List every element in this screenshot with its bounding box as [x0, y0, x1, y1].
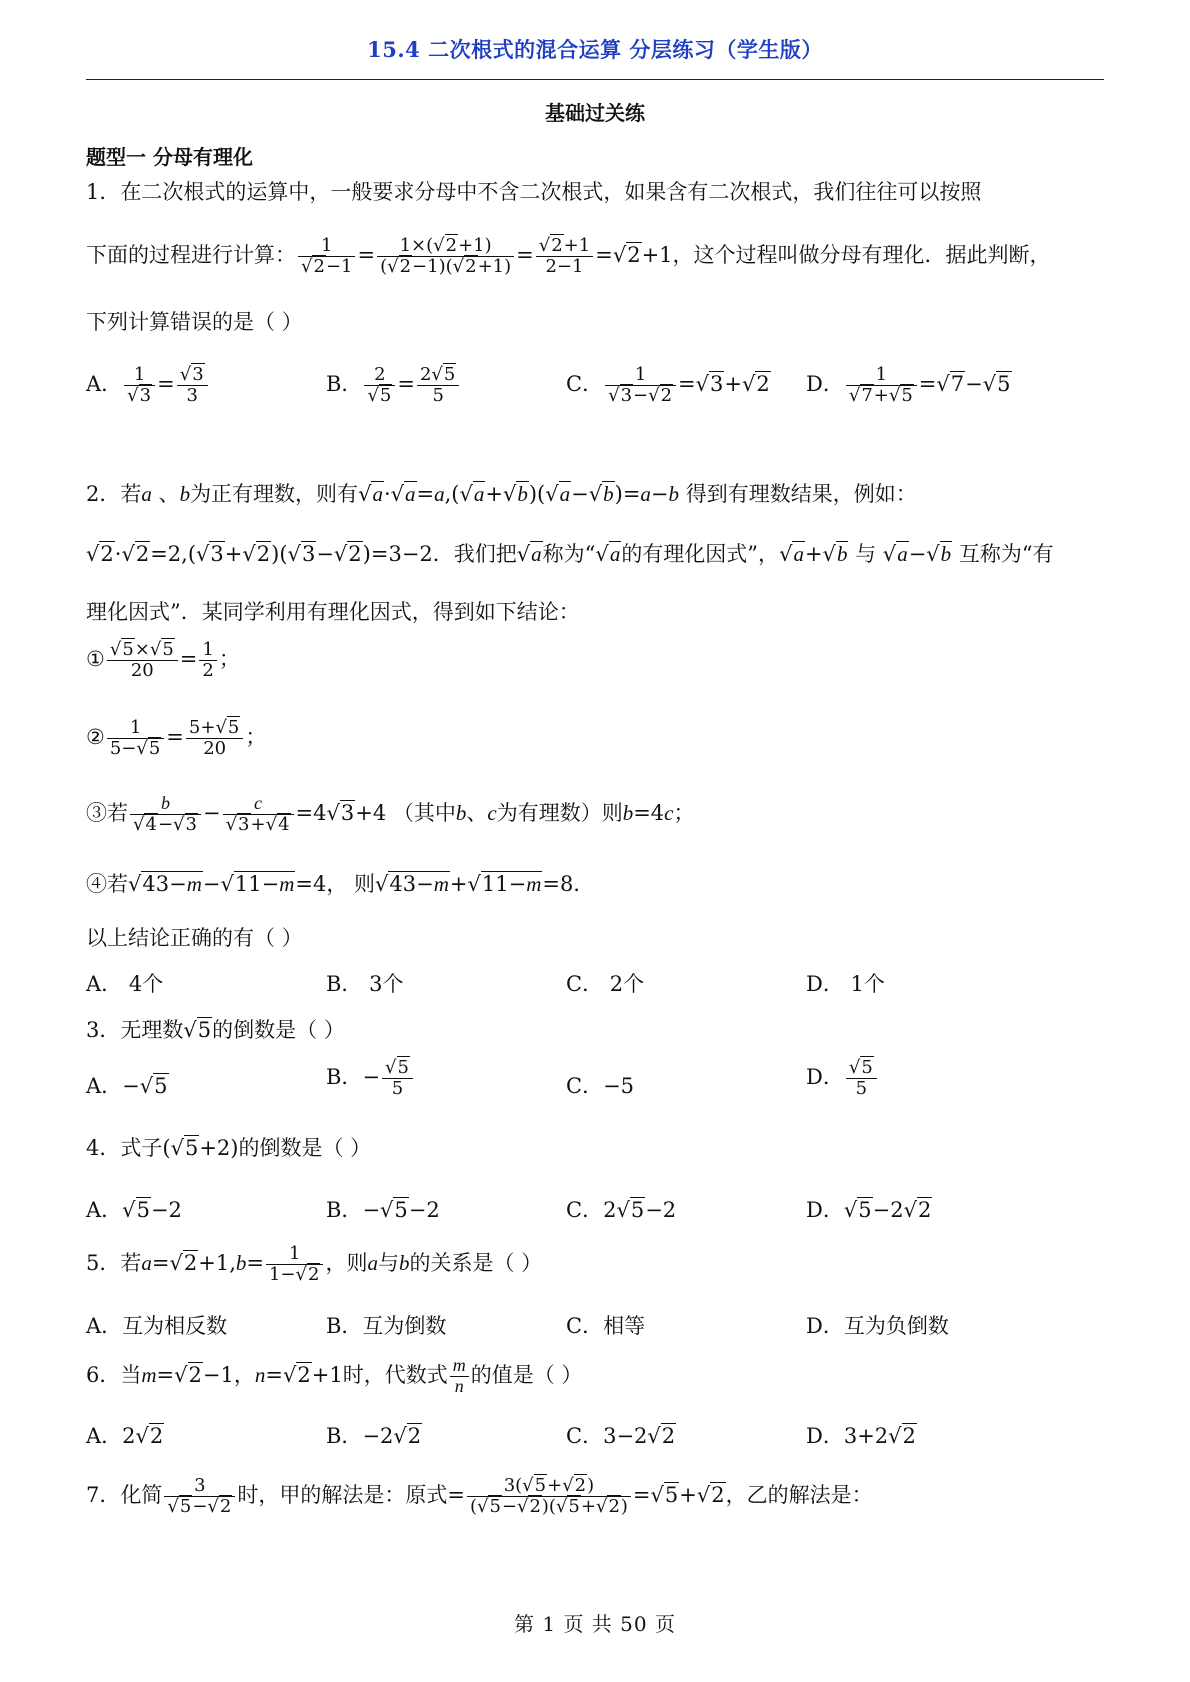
q4-option-a: A．√5−2: [86, 1198, 182, 1222]
q6-option-b: B．−2√2: [326, 1424, 422, 1448]
q1-line2-suffix: ，这个过程叫做分母有理化．据此判断，: [672, 242, 1051, 267]
section-heading: 基础过关练: [545, 101, 645, 125]
q3-option-a: A．−√5: [86, 1074, 168, 1098]
header-divider: [86, 79, 1104, 80]
question-type-heading: 题型一 分母有理化: [86, 145, 253, 169]
q2-option-c: C． 2个: [566, 972, 645, 996]
q3-option-d: D． $\frac{√5}{5}$: [806, 1058, 879, 1099]
q1-option-d: D． $\frac{1}{√7+√5}$ =√7−√5: [806, 364, 1011, 406]
q4-option-c: C．2√5−2: [566, 1198, 677, 1222]
q1-line2-prefix: 下面的过程进行计算：: [86, 242, 296, 267]
q2-item-4: ④若√43−m−√11−m=4， 则√43−m+√11−m=8．: [86, 872, 595, 896]
q5-stem: 5．若a=√2+1,b= $\frac{1}{1-√2}$ ，则a与b的关系是（ ）: [86, 1243, 543, 1285]
q4-option-d: D．√5−2√2: [806, 1198, 932, 1222]
q2-item-3: ③若 $\frac{b}{√4-√3}$ − $\frac{c}{√3+√4}$ =4√3+4 （其中b、c为有理数）则b=4c；: [86, 793, 695, 835]
q2-line1: 2．若a 、b为正有理数，则有√a·√a=a,(√a+√b)(√a−√b)=a−b 得到有理数结果，例如：: [86, 482, 917, 506]
q5-option-d: D．互为负倒数: [806, 1314, 949, 1338]
q1-line2: [86, 236, 1051, 277]
q1-option-b: B． $\frac{2}{√5}$ = $\frac{2√5}{5}$: [326, 365, 461, 406]
q1-option-c: C． $\frac{1}{√3-√2}$ =√3+√2: [566, 364, 770, 406]
q3-option-b: B．− $\frac{√5}{5}$: [326, 1058, 415, 1099]
q6-option-a: A．2√2: [86, 1424, 164, 1448]
q2-option-a: A． 4个: [86, 972, 164, 996]
q1-example-formula: $\frac{1}{√2-1}$ = $\frac{1\times(√2+1)}{(√2-1)(√2+1)}$ = $\frac{√2+1}{2-1}$ =√2+1: [296, 243, 673, 267]
q2-option-d: D． 1个: [806, 972, 885, 996]
q5-option-b: B．互为倒数: [326, 1314, 447, 1338]
page-footer: 第 1 页 共 50 页: [514, 1612, 676, 1636]
q6-option-d: D．3+2√2: [806, 1424, 916, 1448]
q2-line2: √2·√2=2,(√3+√2)(√3−√2)=3−2．我们把√a称为“√a的有理化因式”，√a+√b 与 √a−√b 互称为“有: [86, 542, 1054, 566]
q6-stem: 6．当m=√2−1，n=√2+1时，代数式 $\frac{m}{n}$ 的值是（ ）: [86, 1355, 583, 1396]
q4-stem: 4．式子(√5+2)的倒数是（ ）: [86, 1136, 372, 1160]
q1-line1: 1．在二次根式的运算中，一般要求分母中不含二次根式，如果含有二次根式，我们往往可以按照: [86, 180, 982, 204]
q3-option-c: C．−5: [566, 1074, 635, 1098]
q3-stem: 3．无理数√5的倒数是（ ）: [86, 1018, 345, 1042]
q4-option-b: B．−√5−2: [326, 1198, 440, 1222]
q2-item-2: ② $\frac{1}{5-√5}$ = $\frac{5+√5}{20}$ ；: [86, 717, 267, 759]
q6-option-c: C．3−2√2: [566, 1424, 676, 1448]
q2-item-1: ① $\frac{√5\times√5}{20}$ = $\frac{1}{2}$ ；: [86, 639, 240, 681]
q5-option-c: C．相等: [566, 1314, 646, 1338]
q7-stem: 7．化简 $\frac{3}{√5-√2}$ 时，甲的解法是：原式= $\frac{3(√5+√2)}{(√5-√2)(√5+√2)}$ =√5+√2，乙的解法是：: [86, 1475, 873, 1517]
q5-option-a: A．互为相反数: [86, 1314, 228, 1338]
q2-ask: 以上结论正确的有（ ）: [86, 926, 303, 950]
page-title: 15.4 二次根式的混合运算 分层练习（学生版）: [367, 37, 823, 62]
q1-option-a: A． $\frac{1}{√3}$ = $\frac{√3}{3}$: [86, 365, 210, 406]
q1-line3: 下列计算错误的是（ ）: [86, 310, 303, 334]
q2-option-b: B． 3个: [326, 972, 404, 996]
q2-line3: 理化因式”．某同学利用有理化因式，得到如下结论：: [86, 600, 580, 624]
